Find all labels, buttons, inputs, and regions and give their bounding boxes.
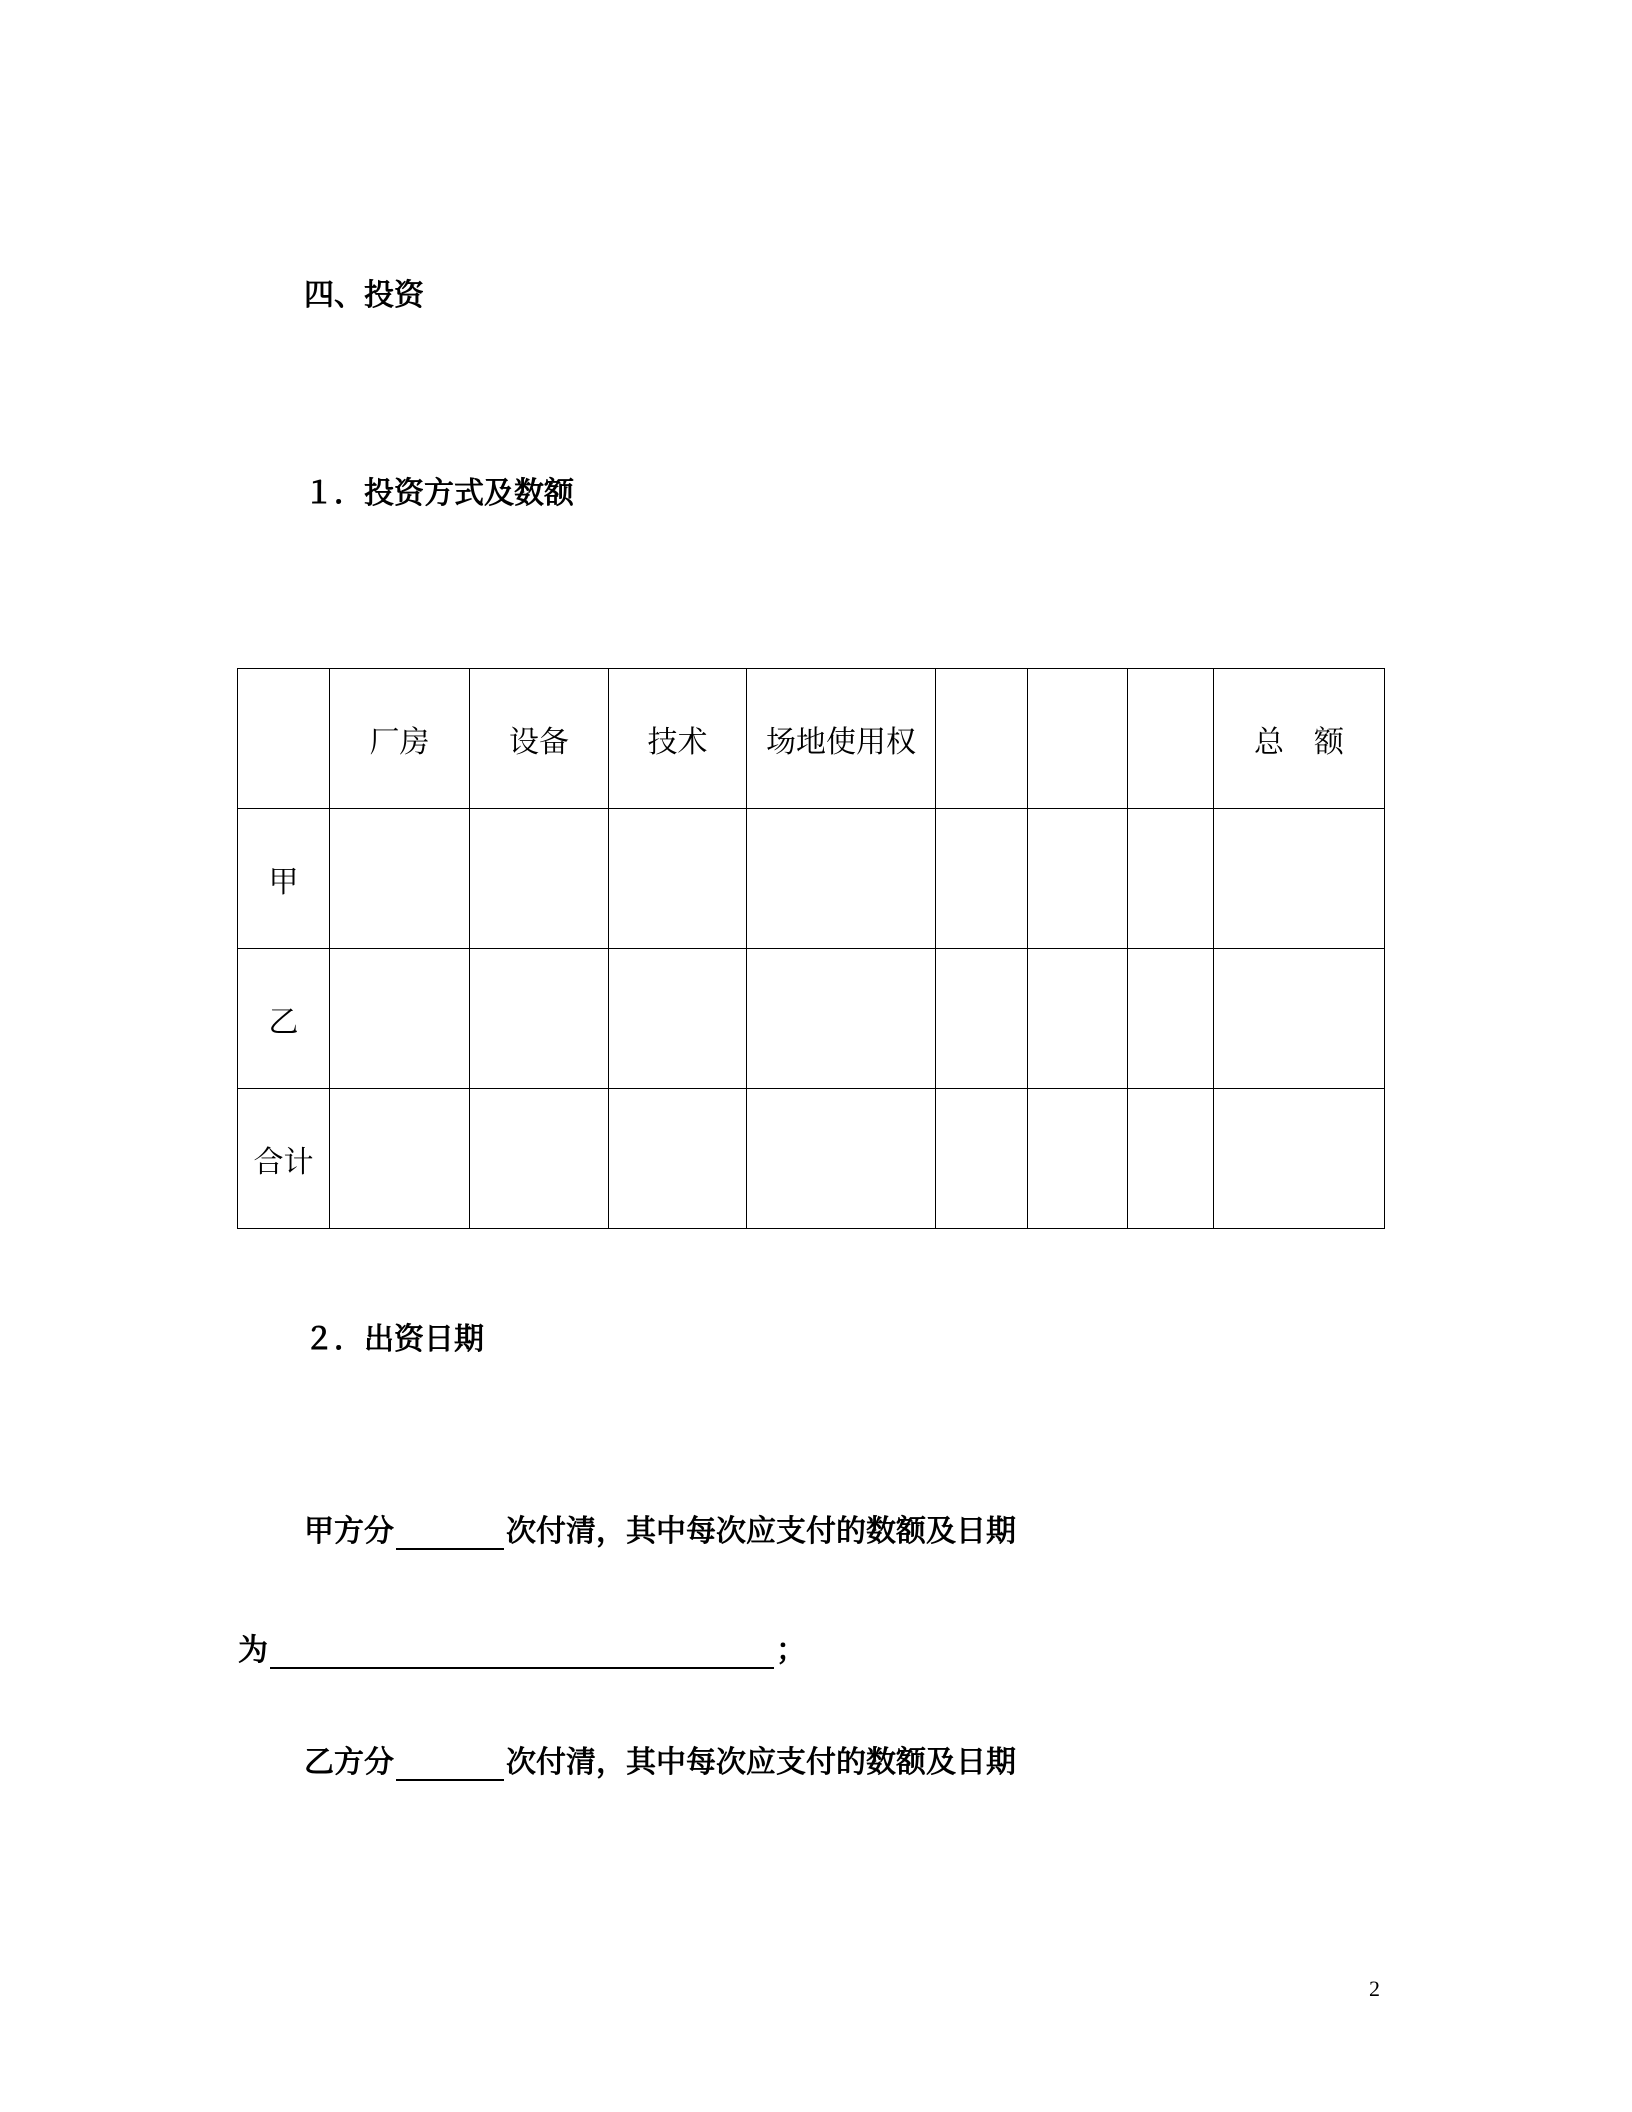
party-a-payment-line <box>304 1514 1016 1550</box>
table-header-cell: 厂房 <box>330 669 470 809</box>
table-header-cell: 设备 <box>470 669 609 809</box>
table-cell <box>609 949 747 1089</box>
subsection-investment-method: １．投资方式及数额 <box>304 476 574 511</box>
subsection-contribution-date: ２．出资日期 <box>304 1322 484 1357</box>
table-header-cell: 技术 <box>609 669 747 809</box>
table-header-row <box>238 669 1385 809</box>
table-cell <box>470 809 609 949</box>
table-cell <box>1214 1089 1385 1229</box>
table-header-cell <box>1128 669 1214 809</box>
row-label: 乙 <box>238 949 330 1089</box>
table-row <box>238 809 1385 949</box>
table-cell <box>1028 809 1128 949</box>
wei-prefix: 为 <box>238 1633 268 1668</box>
wei-suffix: ； <box>776 1633 806 1668</box>
table-cell <box>470 1089 609 1229</box>
row-label: 合计 <box>238 1089 330 1229</box>
table-cell <box>609 1089 747 1229</box>
table-cell <box>1128 809 1214 949</box>
table-cell <box>1028 1089 1128 1229</box>
table-header-cell <box>936 669 1028 809</box>
party-a-prefix: 甲方分 <box>304 1514 394 1549</box>
table-header-cell: 场地使用权 <box>747 669 936 809</box>
section-heading: 四、投资 <box>304 278 424 313</box>
table-header-cell <box>1028 669 1128 809</box>
party-b-payment-line <box>304 1745 1016 1781</box>
row-label: 甲 <box>238 809 330 949</box>
table-row <box>238 949 1385 1089</box>
table-cell <box>1214 949 1385 1089</box>
table-header-total: 总 额 <box>1214 669 1385 809</box>
party-a-schedule-line <box>238 1633 806 1669</box>
table-cell <box>330 809 470 949</box>
table-cell <box>1214 809 1385 949</box>
table-cell <box>470 949 609 1089</box>
table-cell <box>936 1089 1028 1229</box>
investment-table <box>237 668 1385 1229</box>
table-cell <box>330 949 470 1089</box>
party-b-installments-blank[interactable] <box>396 1749 504 1781</box>
table-cell <box>747 809 936 949</box>
table-cell <box>1028 949 1128 1089</box>
table-cell <box>936 949 1028 1089</box>
table-header-cell <box>238 669 330 809</box>
party-a-schedule-blank[interactable] <box>270 1637 774 1669</box>
party-b-prefix: 乙方分 <box>304 1745 394 1780</box>
party-b-suffix: 次付清，其中每次应支付的数额及日期 <box>506 1745 1016 1780</box>
table-row <box>238 1089 1385 1229</box>
table-cell <box>936 809 1028 949</box>
table-cell <box>609 809 747 949</box>
party-a-installments-blank[interactable] <box>396 1518 504 1550</box>
party-a-suffix: 次付清，其中每次应支付的数额及日期 <box>506 1514 1016 1549</box>
table-cell <box>747 949 936 1089</box>
page-number: 2 <box>1369 1976 1380 2001</box>
table-cell <box>1128 949 1214 1089</box>
table-cell <box>747 1089 936 1229</box>
table-cell <box>330 1089 470 1229</box>
table-cell <box>1128 1089 1214 1229</box>
